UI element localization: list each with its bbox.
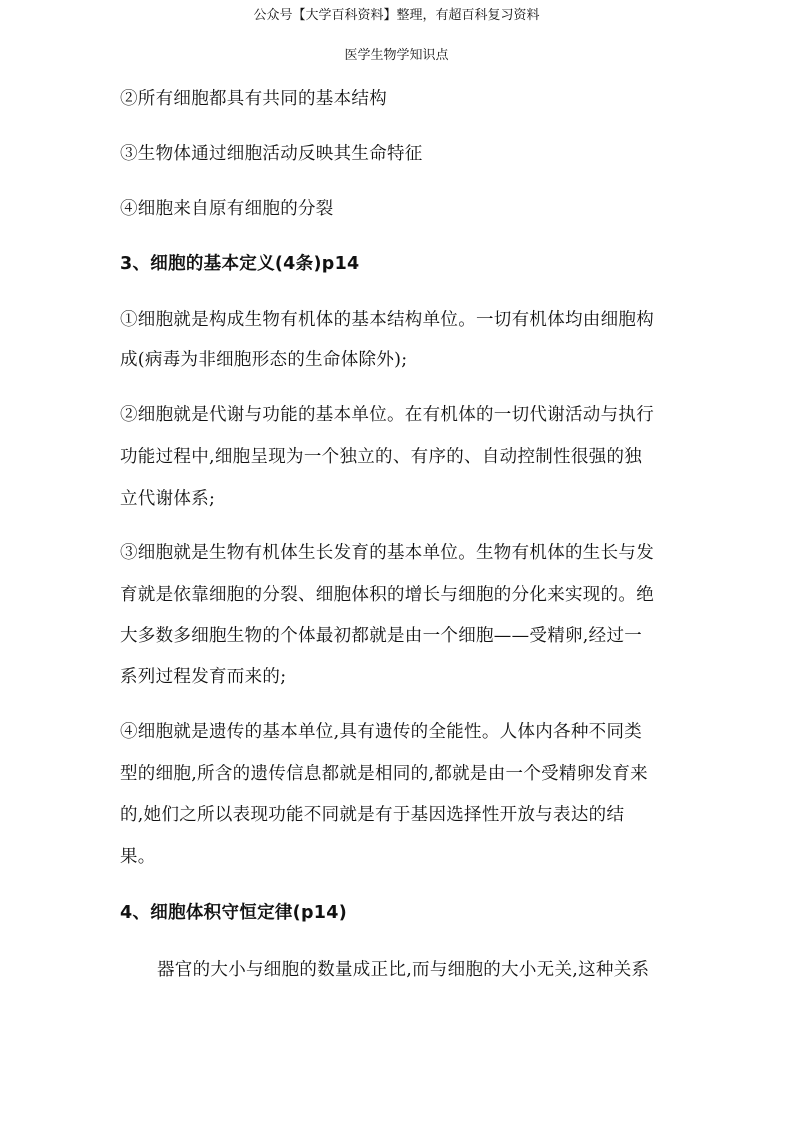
definition-4-line-1: ④细胞就是遗传的基本单位,具有遗传的全能性。人体内各种不同类 <box>120 722 643 742</box>
section-4-paragraph-line-1: 器官的大小与细胞的数量成正比,而与细胞的大小无关,这种关系 <box>157 960 650 980</box>
definition-2-line-2: 功能过程中,细胞呈现为一个独立的、有序的、自动控制性很强的独 <box>120 447 643 467</box>
header-source-line: 公众号【大学百科资料】整理，有超百科复习资料 <box>253 8 540 23</box>
definition-3-line-3: 大多数多细胞生物的个体最初都就是由一个细胞——受精卵,经过一 <box>120 626 643 646</box>
theory-item-3: ③生物体通过细胞活动反映其生命特征 <box>120 144 423 164</box>
theory-item-2: ②所有细胞都具有共同的基本结构 <box>120 89 387 109</box>
document-title: 医学生物学知识点 <box>344 48 449 63</box>
definition-4-line-3: 的,她们之所以表现功能不同就是有于基因选择性开放与表达的结 <box>120 805 625 825</box>
definition-3-line-4: 系列过程发育而来的; <box>120 667 287 687</box>
definition-2-line-3: 立代谢体系; <box>120 489 216 509</box>
definition-3-line-2: 育就是依靠细胞的分裂、细胞体积的增长与细胞的分化来实现的。绝 <box>120 585 654 605</box>
definition-1-line-1: ①细胞就是构成生物有机体的基本结构单位。一切有机体均由细胞构 <box>120 310 654 330</box>
definition-3-line-1: ③细胞就是生物有机体生长发育的基本单位。生物有机体的生长与发 <box>120 543 654 563</box>
section-3-heading: 3、细胞的基本定义(4条)p14 <box>120 254 360 274</box>
definition-2-line-1: ②细胞就是代谢与功能的基本单位。在有机体的一切代谢活动与执行 <box>120 405 654 425</box>
theory-item-4: ④细胞来自原有细胞的分裂 <box>120 199 334 219</box>
definition-4-line-4: 果。 <box>120 847 156 867</box>
definition-4-line-2: 型的细胞,所含的遗传信息都就是相同的,都就是由一个受精卵发育来 <box>120 764 648 784</box>
definition-1-line-2: 成(病毒为非细胞形态的生命体除外); <box>120 350 408 370</box>
section-4-heading: 4、细胞体积守恒定律(p14) <box>120 903 348 923</box>
